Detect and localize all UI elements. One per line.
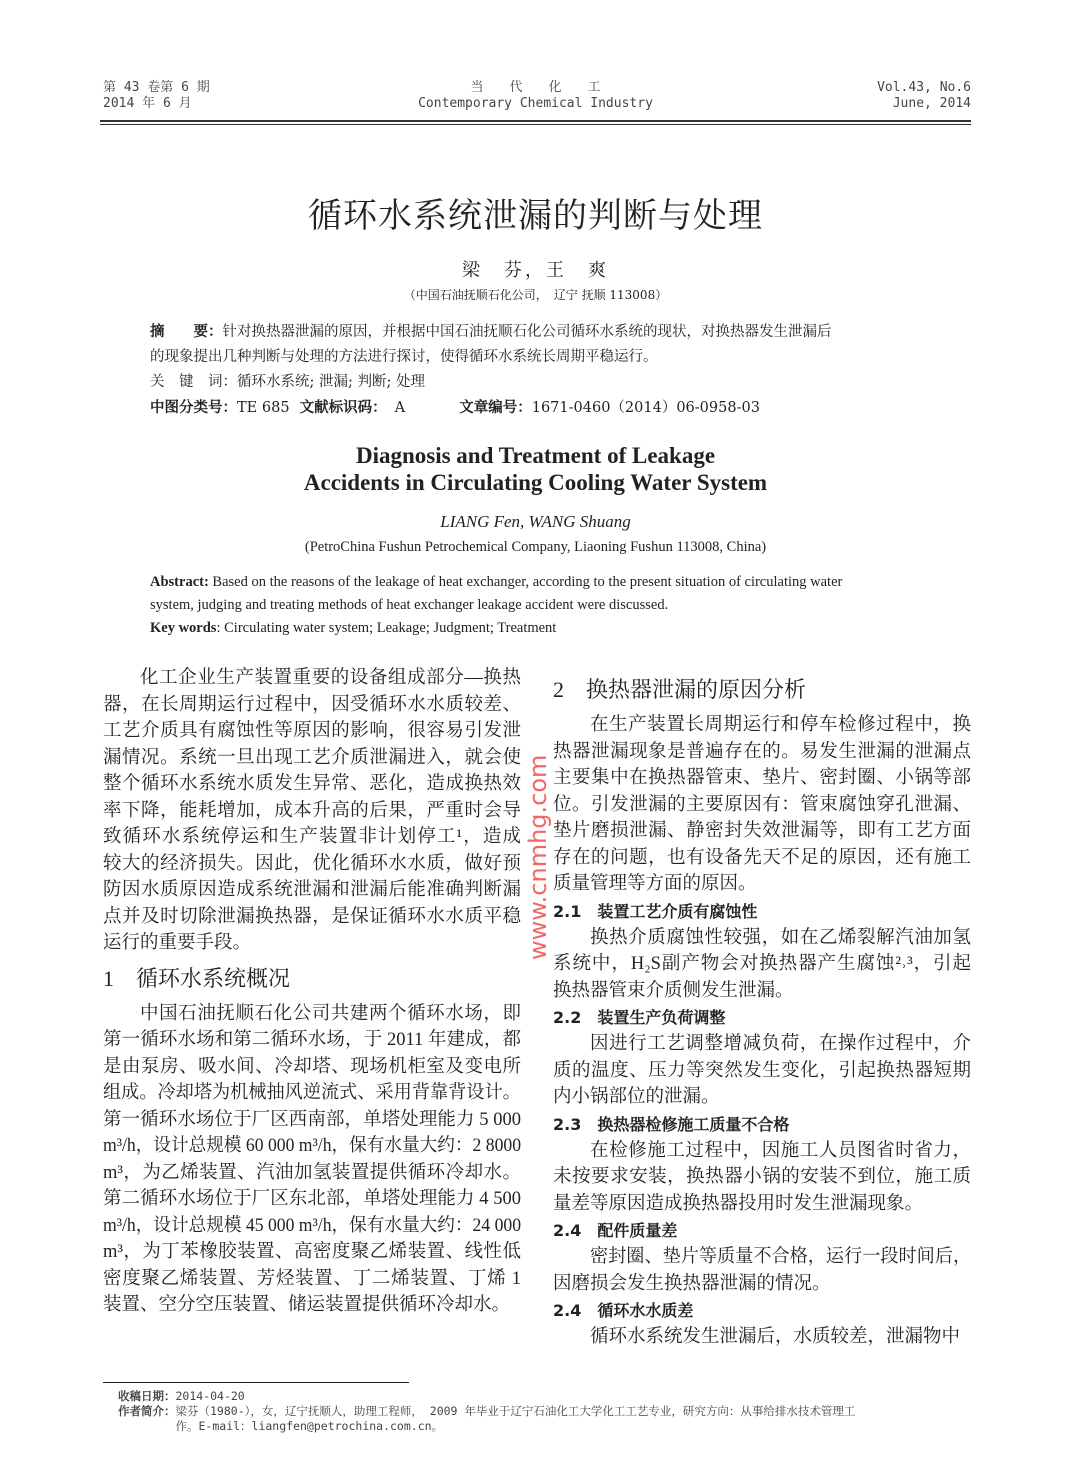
authors: 梁 芬，王 爽 (462, 260, 609, 281)
abstract-en-text-cont: system, judging and treating methods of heat exchanger leakage accident were discussed. (150, 597, 669, 613)
abstract-en (150, 571, 990, 640)
paragraph-line (103, 745, 521, 772)
doc-code: A (394, 400, 406, 416)
paragraph-line-text: 率下降，能耗增加，成本升高的后果，严重时会导 (103, 800, 521, 821)
paragraph-line (553, 1191, 971, 1218)
paragraph-line-text: 换热器管束介质侧发生泄漏。 (553, 980, 794, 1001)
paragraph-line (103, 1001, 521, 1028)
paragraph-line-text: 第一循环水场和第二循环水场，于 2011 年建成，都 (103, 1030, 521, 1050)
paragraph-line-text: 较大的经济损失。因此，优化循环水水质，做好预 (103, 853, 521, 874)
paragraph-line (553, 765, 971, 792)
paragraph-line (103, 1080, 521, 1107)
paragraph-line-text: 器，在长周期运行过程中，因受循环水水质较差、 (103, 694, 521, 715)
article-number-label: 文章编号： (459, 399, 532, 416)
paragraph-line (553, 739, 971, 766)
paragraph-line (103, 692, 521, 719)
paragraph-line-text: 在检修施工过程中，因施工人员图省时省力， (590, 1140, 971, 1161)
clc-label: 中图分类号： (150, 399, 237, 416)
subsection-heading: 2.4 配件质量差 (553, 1221, 678, 1240)
english-title-line2: Accidents in Circulating Cooling Water System (303, 470, 768, 495)
abstract-text: 针对换热器泄漏的原因，并根据中国石油抚顺石化公司循环水系统的现状，对换热器发生泄漏后 (222, 324, 832, 340)
paragraph-line-text: 第二循环水场位于厂区东北部，单塔处理能力 4 500 (103, 1189, 521, 1209)
abstract-text-cont: 的现象提出几种判断与处理的方法进行探讨，使得循环水系统长周期平稳运行。 (150, 349, 658, 365)
abstract-cn (150, 319, 926, 421)
paragraph-line (103, 1266, 521, 1293)
paragraph-line-text: 防因水质原因造成系统泄漏和泄漏后能准确判断漏 (103, 880, 521, 900)
subsection-heading: 2.3 换热器检修施工质量不合格 (553, 1114, 790, 1134)
footnote-rule (103, 1382, 409, 1383)
paragraph-line-text: 第一循环水场位于厂区西南部，单塔处理能力 5 000 (103, 1109, 521, 1130)
volume-en: Vol.43, No.6 (877, 80, 971, 95)
paragraph-line (103, 1160, 521, 1187)
paragraph-line (553, 1164, 971, 1191)
volume-issue: 第 43 卷第 6 期 (103, 80, 210, 95)
paragraph-line (553, 1271, 971, 1298)
paragraph-line (553, 978, 971, 1005)
paragraph-line-text: 整个循环水系统水质发生异常、恶化，造成换热效 (103, 774, 521, 794)
paragraph-line (103, 1027, 521, 1054)
paragraph-line (553, 1138, 971, 1165)
subsection-heading: 2.2 装置生产负荷调整 (553, 1008, 726, 1027)
paragraph-line (103, 665, 521, 692)
paragraph-line-text: 量差等原因造成换热器投用时发生泄漏现象。 (553, 1193, 924, 1214)
paragraph-line-text: 因磨损会发生换热器泄漏的情况。 (553, 1273, 831, 1294)
keywords-en-label: Key words (150, 620, 217, 636)
paragraph-line-text: 在生产装置长周期运行和停车检修过程中，换 (590, 715, 971, 735)
english-title (0, 442, 1071, 496)
abstract-en-text: Based on the reasons of the leakage of heat exchanger, according to the present situation of circulating water (208, 574, 843, 590)
paragraph-line-text: 循环水系统发生泄漏后，水质较差，泄漏物中 (590, 1327, 961, 1347)
paragraph-line (103, 1213, 521, 1240)
paragraph-line-text: 换热介质腐蚀性较强，如在乙烯裂解汽油加氢 (590, 927, 971, 948)
paragraph-line (103, 1186, 521, 1213)
paragraph-line-text: 未按要求安装，换热器小锅的安装不到位，施工质 (553, 1167, 971, 1187)
paragraph-line (553, 1058, 971, 1085)
paragraph-line-text: 因进行工艺调整增减负荷，在操作过程中，介 (590, 1034, 971, 1054)
keywords-en: : Circulating water system; Leakage; Judgment; Treatment (216, 620, 557, 636)
paragraph-line (103, 771, 521, 798)
paragraph-line-text: 位。引发泄漏的主要原因有：管束腐蚀穿孔泄漏、 (553, 794, 971, 815)
paragraph-line-text: 质的温度、压力等突然发生变化，引起换热器短期 (553, 1060, 971, 1081)
received-label: 收稿日期： (118, 1389, 176, 1403)
paragraph-line-text: 系统中，H₂S副产物会对换热器产生腐蚀²˒³，引起 (553, 954, 971, 974)
paragraph-line (553, 1031, 971, 1058)
journal-name-en: Contemporary Chemical Industry (418, 96, 653, 111)
paragraph-line (553, 1244, 971, 1271)
english-authors: LIANG Fen, WANG Shuang (440, 512, 631, 531)
paragraph-line (103, 824, 521, 851)
paragraph-line-text: 工艺介质具有腐蚀性等原因的影响，很容易引发泄 (103, 721, 521, 741)
english-title-line1: Diagnosis and Treatment of Leakage (355, 443, 716, 468)
author-email: 作。E-mail：liangfen@petrochina.com.cn。 (175, 1419, 444, 1433)
paragraph-line-text: 组成。冷却塔为机械抽风逆流式、采用背靠背设计。 (103, 1083, 521, 1103)
section-heading: 2 换热器泄漏的原因分析 (553, 677, 807, 702)
paragraph-line-text: 化工企业生产装置重要的设备组成部分—换热 (140, 668, 521, 688)
paragraph-line-text: 漏情况。系统一旦出现工艺介质泄漏进入，就会使 (103, 747, 521, 768)
paper-title: 循环水系统泄漏的判断与处理 (308, 196, 763, 236)
paragraph-line (553, 1324, 971, 1351)
section-heading: 1 循环水系统概况 (103, 965, 291, 991)
paragraph-line (103, 718, 521, 745)
paragraph-line (103, 851, 521, 878)
paragraph-line-text: m³，为丁苯橡胶装置、高密度聚乙烯装置、线性低 (103, 1242, 521, 1262)
subsection-heading: 2.4 循环水水质差 (553, 1301, 694, 1320)
journal-volume-en (877, 80, 971, 112)
article-number: 1671-0460（2014）06-0958-03 (531, 400, 760, 416)
bio-label: 作者简介： (118, 1404, 176, 1418)
paragraph-line-text: 质量管理等方面的原因。 (553, 874, 757, 894)
paragraph-line-text: 存在的问题，也有设备先天不足的原因，还有施工 (553, 847, 971, 868)
paragraph-line-text: 垫片磨损泄漏、静密封失效泄漏等，即有工艺方面 (553, 821, 971, 841)
paragraph-line-text: 内小锅部位的泄漏。 (553, 1087, 720, 1107)
paragraph-line-text: 是由泵房、吸水间、冷却塔、现场机柜室及变电所 (103, 1056, 521, 1077)
paragraph-line (103, 1054, 521, 1081)
journal-name-cn: 当 代 化 工 (470, 80, 601, 95)
abstract-en-label: Abstract: (150, 574, 209, 590)
paragraph-line-text: 致循环水系统停运和生产装置非计划停工¹，造成 (103, 827, 521, 847)
header-rule-thin (100, 124, 971, 125)
paragraph-line-text: 密封圈、垫片等质量不合格，运行一段时间后， (590, 1247, 972, 1267)
paragraph-line-text: m³/h，设计总规模 60 000 m³/h，保有水量大约：2 8000 (103, 1136, 522, 1156)
subsection-heading: 2.1 装置工艺介质有腐蚀性 (553, 901, 758, 921)
doc-code-label: 文献标识码： (299, 399, 387, 416)
paragraph-line (553, 845, 971, 872)
paragraph-line-text: 点并及时切除泄漏换热器，是保证循环水水质平稳 (103, 906, 521, 927)
paragraph-line (103, 798, 521, 825)
clc-number: TE 685 (237, 400, 290, 416)
footnote (118, 1389, 978, 1434)
header-rule (100, 120, 971, 122)
affiliation: （中国石油抚顺石化公司， 辽宁 抚顺 113008） (403, 288, 668, 302)
paragraph-line-text: 主要集中在换热器管束、垫片、密封圈、小锅等部 (553, 768, 971, 788)
paragraph-line-text: 密度聚乙烯装置、芳烃装置、丁二烯装置、丁烯 1 (103, 1268, 521, 1289)
paragraph-line-text: m³，为乙烯装置、汽油加氢装置提供循环冷却水。 (103, 1162, 521, 1183)
paragraph-line (103, 1239, 521, 1266)
paragraph-line (103, 1133, 521, 1160)
paragraph-line (553, 818, 971, 845)
english-affiliation: (PetroChina Fushun Petrochemical Company, Liaoning Fushun 113008, China) (304, 539, 767, 555)
paragraph-line (103, 904, 521, 931)
paragraph-line (553, 871, 971, 898)
paragraph-line (103, 877, 521, 904)
paragraph-line (103, 930, 521, 957)
keywords: 循环水系统; 泄漏; 判断; 处理 (237, 374, 425, 390)
right-column (553, 668, 971, 1351)
paragraph-line-text: m³/h，设计总规模 45 000 m³/h，保有水量大约：24 000 (103, 1215, 522, 1236)
date-en: June, 2014 (892, 96, 971, 111)
paragraph-line (103, 1292, 521, 1319)
watermark: www.cnmhg.com (524, 754, 552, 960)
keywords-label: 关 键 词： (150, 374, 237, 390)
paragraph-line (553, 951, 971, 978)
paragraph-line-text: 装置、空分空压装置、储运装置提供循环冷却水。 (103, 1295, 511, 1315)
paragraph-line-text: 中国石油抚顺石化公司共建两个循环水场，即 (140, 1003, 521, 1024)
author-bio: 梁芬（1980-），女，辽宁抚顺人，助理工程师， 2009 年毕业于辽宁石油化工大学化工工艺专业，研究方向：从事给排水技术管理工 (175, 1404, 856, 1418)
paragraph-line-text: 运行的重要手段。 (103, 933, 252, 953)
paragraph-line (553, 1084, 971, 1111)
paragraph-line (553, 925, 971, 952)
issue-date: 2014 年 6 月 (103, 96, 192, 111)
paragraph-line (553, 792, 971, 819)
received-date: 2014-04-20 (175, 1389, 245, 1403)
paragraph-line-text: 热器泄漏现象是普遍存在的。易发生泄漏的泄漏点 (553, 741, 971, 762)
paragraph-line (103, 1107, 521, 1134)
abstract-label: 摘 要： (150, 323, 223, 340)
left-column (103, 665, 521, 1319)
paragraph-line (553, 712, 971, 739)
